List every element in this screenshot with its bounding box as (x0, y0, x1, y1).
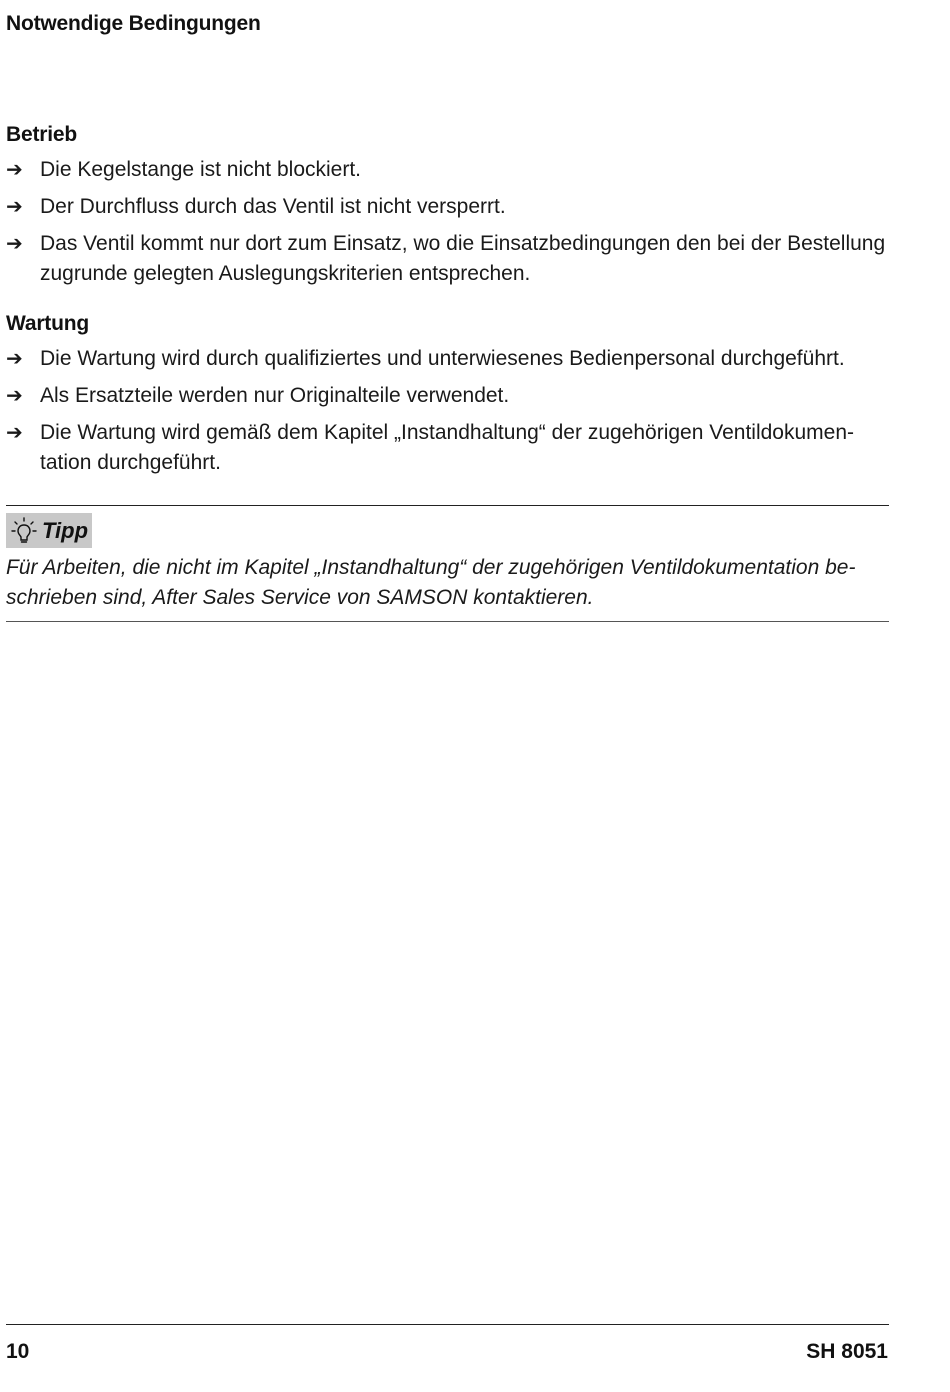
section-betrieb (6, 123, 886, 296)
list-item (6, 192, 886, 222)
section-heading-wartung: Wartung (6, 312, 89, 335)
arrow-right-icon: ➔ (6, 196, 23, 218)
tip-label: Tipp (42, 517, 89, 543)
tip-bottom-rule (6, 621, 889, 622)
list-item-text: Die Kegelstange ist nicht blockiert. (40, 158, 361, 181)
tip-text: Für Arbeiten, die nicht im Kapitel „Instandhaltung“ der zugehörigen Ventildokumentation beschrieben sind, After Sales Service von SAMSON kontaktieren. (6, 556, 856, 609)
list-item-text: Als Ersatzteile werden nur Originalteile verwendet. (40, 384, 510, 407)
tip-top-rule (6, 505, 889, 506)
list-item (6, 381, 886, 411)
page-number: 10 (6, 1340, 30, 1363)
arrow-right-icon: ➔ (6, 422, 23, 444)
document-id: SH 8051 (806, 1340, 888, 1363)
list-item (6, 418, 886, 478)
list-item-text: Die Wartung wird durch qualifiziertes und unterwiesenes Bedienpersonal durchgeführt. (40, 347, 845, 370)
list-item-text: Der Durchfluss durch das Ventil ist nicht versperrt. (40, 195, 506, 218)
arrow-right-icon: ➔ (6, 385, 23, 407)
list-item (6, 344, 886, 374)
section-wartung (6, 312, 886, 485)
list-item-text: Die Wartung wird gemäß dem Kapitel „Instandhaltung“ der zugehörigen Ventildokumentation durchgeführt. (40, 421, 855, 474)
arrow-right-icon: ➔ (6, 159, 23, 181)
lightbulb-icon (10, 516, 38, 546)
arrow-right-icon: ➔ (6, 348, 23, 370)
running-title: Notwendige Bedingungen (6, 12, 261, 35)
section-heading-betrieb: Betrieb (6, 123, 77, 146)
list-item-text: Das Ventil kommt nur dort zum Einsatz, wo die Einsatzbedingungen den bei der Bestellung zugrunde gelegten Auslegungskriterien entsprechen. (40, 232, 886, 285)
bullet-list-betrieb (6, 155, 886, 289)
bullet-list-wartung (6, 344, 886, 478)
list-item (6, 229, 886, 289)
footer-rule (6, 1324, 889, 1325)
arrow-right-icon: ➔ (6, 233, 23, 255)
tip-badge (6, 513, 92, 548)
list-item (6, 155, 886, 185)
